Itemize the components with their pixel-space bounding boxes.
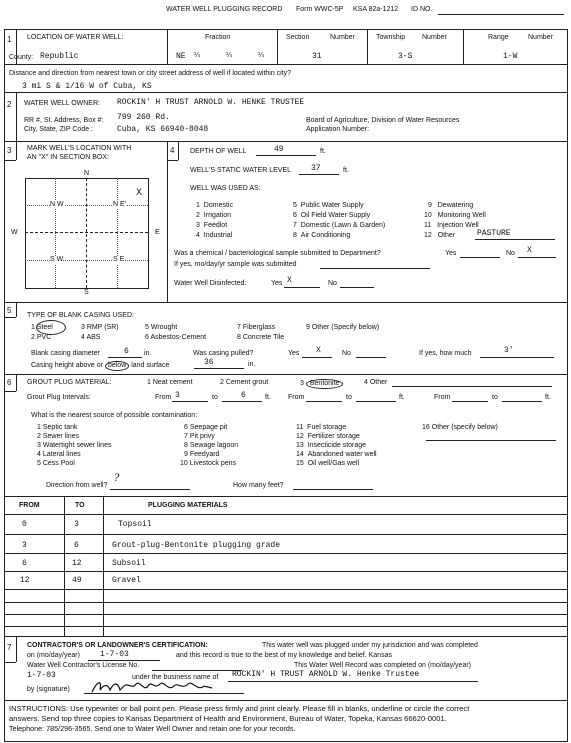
grout-3[interactable]: 3 Bentonite: [300, 379, 343, 389]
compass-e: E: [155, 229, 160, 236]
quadrant-nw: N W: [50, 201, 64, 208]
col-materials-header: PLUGGING MATERIALS: [148, 502, 228, 509]
section-box[interactable]: [25, 178, 149, 289]
section-number-label: Number: [330, 34, 355, 41]
disinfected-yes[interactable]: Yes: [271, 280, 283, 287]
city-value[interactable]: Cuba, KS 66940-8048: [117, 125, 209, 134]
completed-on-label: on (mo/day/year): [27, 652, 80, 659]
section-value[interactable]: 31: [312, 52, 322, 61]
use-12[interactable]: 12 Other: [424, 232, 456, 239]
signature[interactable]: [90, 678, 220, 696]
section-6-number: 6: [7, 378, 12, 387]
depth-ft: ft.: [320, 148, 326, 155]
interval-to-1: to: [212, 394, 218, 401]
casing-2[interactable]: 2 PVC: [31, 334, 52, 341]
static-ft: ft.: [343, 167, 349, 174]
source-2[interactable]: 2 Sewer lines: [37, 433, 80, 440]
instructions-line-3: Telephone: 785/296-3565. Send one to Water Well Owner and retain one for your records.: [9, 724, 296, 733]
diameter-in: in.: [144, 350, 152, 357]
id-no-label: ID NO.: [411, 6, 433, 13]
application-number-label: Application Number:: [306, 126, 370, 133]
quadrant-se: S E: [113, 256, 125, 263]
source-16[interactable]: 16 Other (specify below): [422, 424, 498, 431]
owner-label: WATER WELL OWNER:: [24, 100, 100, 107]
township-number-label: Number: [422, 34, 447, 41]
license-label: Water Well Contractor's License No.: [27, 662, 140, 669]
table-row-4-material[interactable]: Gravel: [112, 576, 141, 585]
section-1-number: 1: [7, 35, 12, 44]
casing-1[interactable]: 1 Steel: [31, 324, 53, 331]
casing-height-label: Casing height above or below land surface: [31, 362, 170, 369]
height-in: in.: [248, 361, 256, 368]
table-row-1-from[interactable]: 0: [22, 520, 27, 529]
record-completed-date[interactable]: 1-7-03: [27, 671, 56, 680]
ksa-ref: KSA 82a-1212: [353, 6, 399, 13]
township-label: Township: [376, 34, 406, 41]
source-14[interactable]: 14 Abandoned water well: [296, 451, 377, 458]
compass-w: W: [11, 229, 18, 236]
casing-7[interactable]: 7 Fiberglass: [237, 324, 276, 331]
interval-ft-2: ft.: [399, 394, 405, 401]
grout-4[interactable]: 4 Other: [364, 379, 388, 386]
well-location-mark: X: [136, 188, 143, 199]
table-row-4-from[interactable]: 12: [20, 576, 30, 585]
county-value[interactable]: Republic: [40, 52, 79, 61]
col-to-header: TO: [75, 502, 85, 509]
use-11[interactable]: 11 Injection Well: [424, 222, 479, 229]
compass-n: N: [84, 170, 90, 177]
owner-value[interactable]: ROCKIN' H TRUST ARNOLD W. HENKE TRUSTEE: [117, 98, 305, 107]
use-8[interactable]: 8 Air Conditioning: [293, 232, 351, 239]
casing-5[interactable]: 5 Wrought: [145, 324, 178, 331]
mark-location-label-1: MARK WELL'S LOCATION WITH: [27, 145, 132, 152]
source-8[interactable]: 8 Sewage lagoon: [184, 442, 239, 449]
interval-to-2: to: [346, 394, 352, 401]
interval-from-1-value[interactable]: 3: [175, 391, 180, 400]
instructions-line-2: answers. Send top three copies to Kansas Department of Health and Environment, Bureau of Water, Topeka, Kansas 66620-0001.: [9, 714, 447, 723]
signature-label: by (signature): [27, 686, 70, 693]
source-1[interactable]: 1 Septic tank: [37, 424, 78, 431]
casing-type-label: TYPE OF BLANK CASING USED:: [27, 312, 134, 319]
intervals-label: Grout Plug Intervals:: [27, 394, 91, 401]
pulled-yes-mark: X: [316, 346, 321, 355]
use-6[interactable]: 6 Oil Field Water Supply: [293, 212, 371, 219]
casing-diameter-value[interactable]: 6: [124, 347, 129, 356]
use-9[interactable]: 9 Dewatering: [428, 202, 474, 209]
source-3[interactable]: 3 Watertight sewer lines: [37, 442, 112, 449]
use-1[interactable]: 1 Domestic: [196, 202, 233, 209]
direction-label: Direction from well?: [46, 482, 108, 489]
distance-value[interactable]: 3 mi S & 1/16 W of Cuba, KS: [22, 82, 152, 91]
col-from-header: FROM: [19, 502, 40, 509]
casing-height-value[interactable]: 36: [204, 358, 214, 367]
interval-from-2: From: [288, 394, 305, 401]
casing-8[interactable]: 8 Concrete Tile: [237, 334, 285, 341]
quadrant-ne: N E': [113, 201, 127, 208]
use-4[interactable]: 4 Industrial: [196, 232, 233, 239]
casing-1-circle: [36, 320, 66, 335]
source-13[interactable]: 13 Insecticide storage: [296, 442, 367, 449]
section-3-number: 3: [7, 146, 12, 155]
chem-no[interactable]: No: [506, 250, 515, 257]
location-label: LOCATION OF WATER WELL:: [27, 34, 124, 41]
table-row-2-to[interactable]: 6: [74, 541, 79, 550]
certification-text-2: and this record is true to the best of my knowledge and belief. Kansas: [176, 652, 392, 659]
casing-4[interactable]: 4 ABS: [81, 334, 101, 341]
other-use-value[interactable]: PASTURE: [477, 229, 511, 238]
source-5[interactable]: 5 Cess Pool: [37, 460, 75, 467]
form-number: Form WWC-5P: [296, 6, 344, 13]
city-label: City, State, ZIP Code :: [24, 126, 93, 133]
disinfected-yes-mark: X: [287, 276, 292, 285]
depth-value[interactable]: 49: [274, 145, 284, 154]
range-value[interactable]: 1-W: [503, 52, 518, 61]
grout-label: GROUT PLUG MATERIAL:: [27, 379, 112, 386]
use-7[interactable]: 7 Domestic (Lawn & Garden): [293, 222, 386, 229]
interval-to-3: to: [492, 394, 498, 401]
certification-label: CONTRACTOR'S OR LANDOWNER'S CERTIFICATION:: [27, 642, 208, 649]
address-label: RR #, St. Address, Box #:: [24, 117, 104, 124]
casing-pulled-label: Was casing pulled?: [193, 350, 254, 357]
pulled-yes[interactable]: Yes: [288, 350, 300, 357]
table-row-2-material[interactable]: Grout-plug-Bentonite plugging grade: [112, 541, 281, 550]
mark-location-label-2: AN "X" IN SECTION BOX:: [27, 154, 109, 161]
quarter-2: ¼: [226, 52, 232, 59]
chem-sample-label: Was a chemical / bacteriological sample submitted to Department?: [174, 250, 381, 257]
interval-from-1: From: [155, 394, 172, 401]
static-level-label: WELL'S STATIC WATER LEVEL: [190, 167, 292, 174]
static-level-value[interactable]: 37: [311, 164, 321, 173]
interval-from-3: From: [434, 394, 451, 401]
quarter-3: ¼: [258, 52, 264, 59]
depth-label: DEPTH OF WELL: [190, 148, 247, 155]
form-title: WATER WELL PLUGGING RECORD: [166, 6, 283, 13]
use-10[interactable]: 10 Monitoring Well: [424, 212, 486, 219]
source-7[interactable]: 7 Pit privy: [184, 433, 215, 440]
fraction-label: Fraction: [205, 34, 231, 41]
compass-s: S: [84, 289, 89, 296]
table-row-3-to[interactable]: 12: [72, 559, 82, 568]
business-name-label: under the business name of: [132, 674, 219, 681]
interval-ft-1: ft.: [265, 394, 271, 401]
record-completed-label: This Water Well Record was completed on (mo/day/year): [294, 662, 472, 669]
use-5[interactable]: 5 Public Water Supply: [293, 202, 364, 209]
source-10[interactable]: 10 Livestock pens: [180, 460, 237, 467]
completed-date[interactable]: 1-7-03: [100, 650, 129, 659]
source-15[interactable]: 15 Oil well/Gas well: [296, 460, 360, 467]
sample-date-label: If yes, mo/day/yr sample was submitted: [174, 261, 297, 268]
table-row-1-material[interactable]: Topsoil: [118, 520, 152, 529]
pulled-no[interactable]: No: [342, 350, 351, 357]
disinfected-label: Water Well Disinfected:: [174, 280, 247, 287]
quadrant-sw: S W: [50, 256, 64, 263]
section-4-number: 4: [170, 146, 175, 155]
direction-value[interactable]: ?: [114, 473, 120, 484]
address-value[interactable]: 799 260 Rd.: [117, 113, 170, 122]
grout-1[interactable]: 1 Neat cement: [147, 379, 193, 386]
table-row-1-to[interactable]: 3: [74, 520, 79, 529]
board-label: Board of Agriculture, Division of Water Resources: [306, 117, 460, 124]
section-label: Section: [286, 34, 310, 41]
source-9[interactable]: 9 Feedyard: [184, 451, 220, 458]
table-row-3-from[interactable]: 6: [22, 559, 27, 568]
township-value[interactable]: 3-S: [398, 52, 413, 61]
used-as-label: WELL WAS USED AS:: [190, 185, 261, 192]
instructions-line-1: INSTRUCTIONS: Use typewriter or ball point pen. Please press firmly and print clearly. Please fill in blanks, underline or circle the correct: [9, 704, 470, 713]
quarter-1: ¼: [194, 52, 200, 59]
source-4[interactable]: 4 Lateral lines: [37, 451, 81, 458]
source-12[interactable]: 12 Fertilizer storage: [296, 433, 360, 440]
table-row-2-from[interactable]: 3: [22, 541, 27, 550]
fraction-ne[interactable]: NE: [176, 52, 186, 61]
certification-text-1: This water well was plugged under my jurisdiction and was completed: [262, 642, 478, 649]
use-3[interactable]: 3 Feedlot: [196, 222, 228, 229]
casing-9[interactable]: 9 Other (Specify below): [306, 324, 380, 331]
how-many-feet-label: How many feet?: [233, 482, 284, 489]
how-much-label: If yes, how much: [419, 350, 472, 357]
section-7-number: 7: [7, 643, 12, 652]
chem-no-mark: X: [527, 246, 532, 255]
section-2-number: 2: [7, 100, 12, 109]
use-2[interactable]: 2 Irrigation: [196, 212, 232, 219]
source-11[interactable]: 11 Fuel storage: [296, 424, 347, 431]
grout-2[interactable]: 2 Cement grout: [220, 379, 269, 386]
casing-3[interactable]: 3 RMP (SR): [81, 324, 119, 331]
range-label: Range: [488, 34, 509, 41]
range-number-label: Number: [528, 34, 553, 41]
contamination-label: What is the nearest source of possible contamination:: [31, 412, 198, 419]
casing-6[interactable]: 6 Asbestos-Cement: [145, 334, 207, 341]
below-circled: below: [105, 361, 129, 371]
section-5-number: 5: [7, 306, 12, 315]
county-label: County:: [9, 54, 34, 61]
how-much-value[interactable]: 3': [504, 346, 514, 355]
business-name-value[interactable]: ROCKIN' H TRUST ARNOLD W. Henke Trustee: [232, 670, 420, 679]
chem-yes[interactable]: Yes: [445, 250, 457, 257]
source-6[interactable]: 6 Seepage pit: [184, 424, 228, 431]
table-row-4-to[interactable]: 49: [72, 576, 82, 585]
interval-ft-3: ft.: [545, 394, 551, 401]
casing-diameter-label: Blank casing diameter: [31, 350, 100, 357]
table-row-3-material[interactable]: Subsoil: [112, 559, 146, 568]
disinfected-no[interactable]: No: [328, 280, 337, 287]
distance-label: Distance and direction from nearest town or city street address of well if located within city?: [9, 70, 292, 77]
interval-to-1-value[interactable]: 6: [241, 391, 246, 400]
